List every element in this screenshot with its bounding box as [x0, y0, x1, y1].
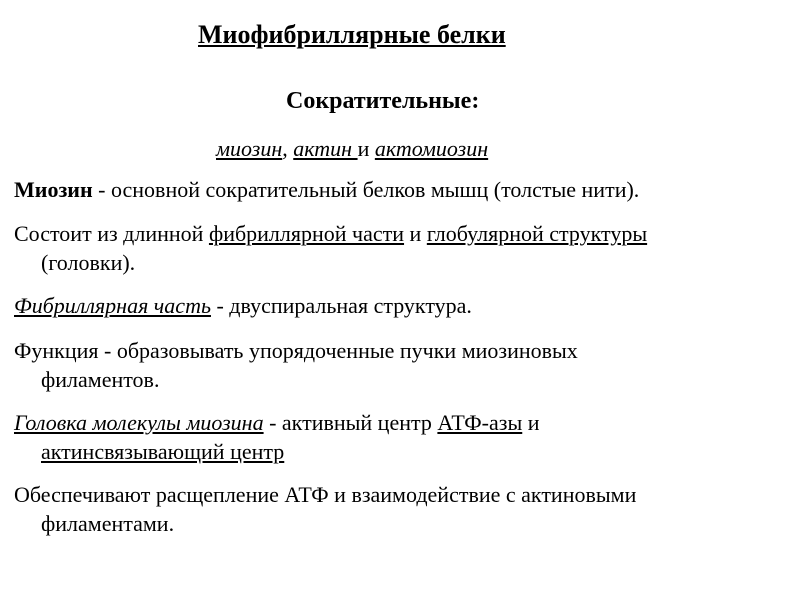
structure-conjunction: и — [404, 221, 427, 246]
contractile-proteins-list — [216, 136, 488, 162]
term-atpase: АТФ-азы — [437, 410, 523, 435]
hydrolysis-continuation: филаментами. — [41, 511, 175, 536]
term-myosin: Миозин — [14, 177, 93, 202]
paragraph-function — [14, 336, 784, 394]
term-fibrillar-part: фибриллярной части — [208, 221, 405, 246]
head-description: - активный центр — [263, 410, 438, 435]
paragraph-myosin-structure — [14, 219, 784, 277]
slide-title: Миофибриллярные белки — [198, 20, 506, 49]
section-subtitle: Сократительные: — [286, 88, 480, 114]
term-actin-binding-center: актинсвязывающий центр — [41, 439, 285, 464]
protein-separator: , — [282, 136, 294, 161]
structure-text: Состоит из длинной — [14, 221, 209, 246]
structure-continuation: (головки). — [41, 250, 136, 275]
paragraph-myosin-definition — [14, 175, 784, 204]
head-conjunction: и — [522, 410, 540, 435]
definition-text: - основной сократительный белков мышц (толстые нити). — [92, 177, 640, 202]
fibrillar-description: - двуспиральная структура. — [210, 293, 472, 318]
term-fibrillar-part-italic: Фибриллярная часть — [14, 293, 211, 318]
protein-myosin: миозин — [216, 136, 283, 161]
function-text: Функция - образовывать упорядоченные пучки миозиновых — [14, 338, 578, 363]
protein-actomyosin: актомиозин — [374, 136, 489, 161]
protein-actin: актин — [293, 136, 358, 161]
paragraph-fibrillar-part — [14, 291, 784, 320]
term-globular-structure: глобулярной структуры — [426, 221, 648, 246]
hydrolysis-text: Обеспечивают расщепление АТФ и взаимодействие с актиновыми — [14, 482, 637, 507]
protein-conjunction: и — [357, 136, 375, 161]
paragraph-atp-hydrolysis — [14, 480, 784, 538]
function-continuation: филаментов. — [41, 367, 160, 392]
term-myosin-head: Головка молекулы миозина — [14, 410, 264, 435]
paragraph-myosin-head — [14, 408, 784, 466]
